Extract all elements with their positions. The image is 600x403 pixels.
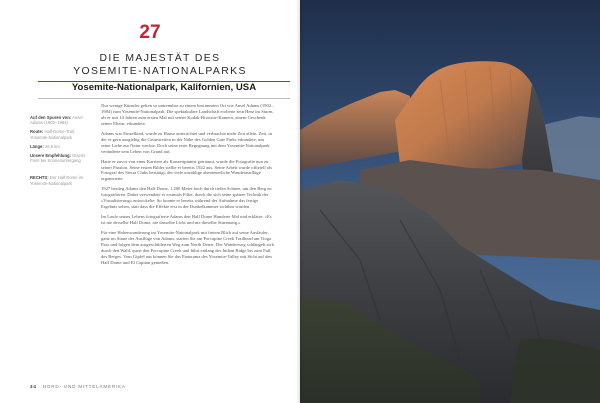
half-dome-photo [300,0,600,403]
sidebar-item-text: 26,5 km [44,143,60,149]
chapter-title [20,52,300,78]
info-sidebar [30,115,90,190]
paragraph: Für eine Hohenwanderung im Yosemite-Nationalpark mit freiem Blick auf seine Ausläufer, ganz im Sinne der Ausflüge von Adams, starten Sie am Porcupine Creek Trailhead am Tioga Pass und folgen dem ausgeschilderten Weg zum North Dome. Der Wanderweg schlängelt sich durch den Wald, quert den Porcupine Creek und führt entlang des Indian Ridge bis zum Fuß des Berges. Vom Gipfel aus können Sie das Panorama des Yosemite-Valley mit Sicht auf den Half Dome und El Capitan genießen. [101,230,274,265]
sidebar-item-label: Route: [30,129,44,135]
paragraph: Hatte er zuvor von einer Karriere als Konzertpianist geträumt, wurde die Fotografie nun zu seiner Passion. Seine ersten Bilder stellte er bereits 1922 aus. Seine Arbeit wurde offiziell als Fotograf des Sierra Clubs bestätigt, der viele unzählige abenteuerliche Wanderausflüge organisierte. [101,158,272,182]
photo-caption-text: Der Half Dome im Yosemite-Nationalpark [30,175,84,186]
sidebar-item-origin [30,115,90,126]
location-divider [38,98,290,99]
sidebar-item-recommendation [30,153,90,164]
sidebar-item-text: Half-Dome-Trail, Yosemite-Nationalpark [30,129,75,140]
paragraph: Adams war Einzelkind, wurde zu Hause unterrichtet und verbrachte mehr Zeit allein. Zeit, in der er gern ausgiebig die Grünstreifen in der Nähe des Golden Gate Parks erkundete, um seine Liebe zur Natur weckte. Doch seine erste Begegnung mit dem Yosemite-Nationalpark veränderte sein Leben von Grund auf. [101,130,272,154]
sidebar-item-text: Glacier Point bei Sonnenuntergang [30,152,86,163]
chapter-title-line-1: DIE MAJESTÄT DES [99,53,221,64]
page-footer [30,384,126,389]
paragraph: 1927 bestieg Adams den Half Dome, 1.200 Meter hoch durch tiefen Schnee, um den Berg zu fotografieren. Dabei verwendete er erstmals Filter, durch die sich seine spätere Technik der »Visualisierung« entwickelte: So konnte er bereits während der Aufnahme das fertige Ergebnis sehen, statt dass die Effekte erst in der Dunkelkammer sichtbar wurden. [101,186,272,210]
sidebar-item-label: Länge: [30,143,44,149]
paragraph: Nur wenige Künstler gelten so untrennbar zu einem bestimmten Ort wie Ansel Adams (1902–1984) zum Yosemite-Nationalpark. Die spektakuläre Landschaft eroberte sein Herz im Sturm, als er mit 14 Jahren zum ersten Mal mit seiner Kodak-Brownie-Kamera, einem Geschenk seiner Eltern, erkundete. [101,103,274,126]
sidebar-item-label: Unsere Empfehlung: [30,152,71,158]
paragraph: Im Laufe seines Lebens fotografierte Adams den Half Dome Hunderte Mal und erklärte: »Es ist nie derselbe Half Dome, nie dasselbe Licht und nie dieselbe Stimmung.« [101,214,272,226]
location-heading: Yosemite-Nationalpark, Kalifornien, USA [71,82,257,93]
page-number: 34 [30,384,37,389]
right-page [300,0,600,403]
sidebar-item-text: Ansel Adams (1902–1984) [30,115,83,126]
article-body [101,103,274,270]
chapter-number: 27 [139,22,161,43]
section-name: NORD- UND MITTELAMERIKA [42,384,126,389]
chapter-title-line-2: YOSEMITE-NATIONALPARKS [73,66,247,77]
book-gutter [296,0,304,403]
photo-caption [30,175,90,186]
sidebar-item-route [30,129,90,140]
sidebar-item-label: Auf den Spuren von: [30,115,72,120]
forest-right [510,339,600,403]
photo-caption-label: RECHTS: [30,175,49,181]
sidebar-item-length [30,144,90,149]
